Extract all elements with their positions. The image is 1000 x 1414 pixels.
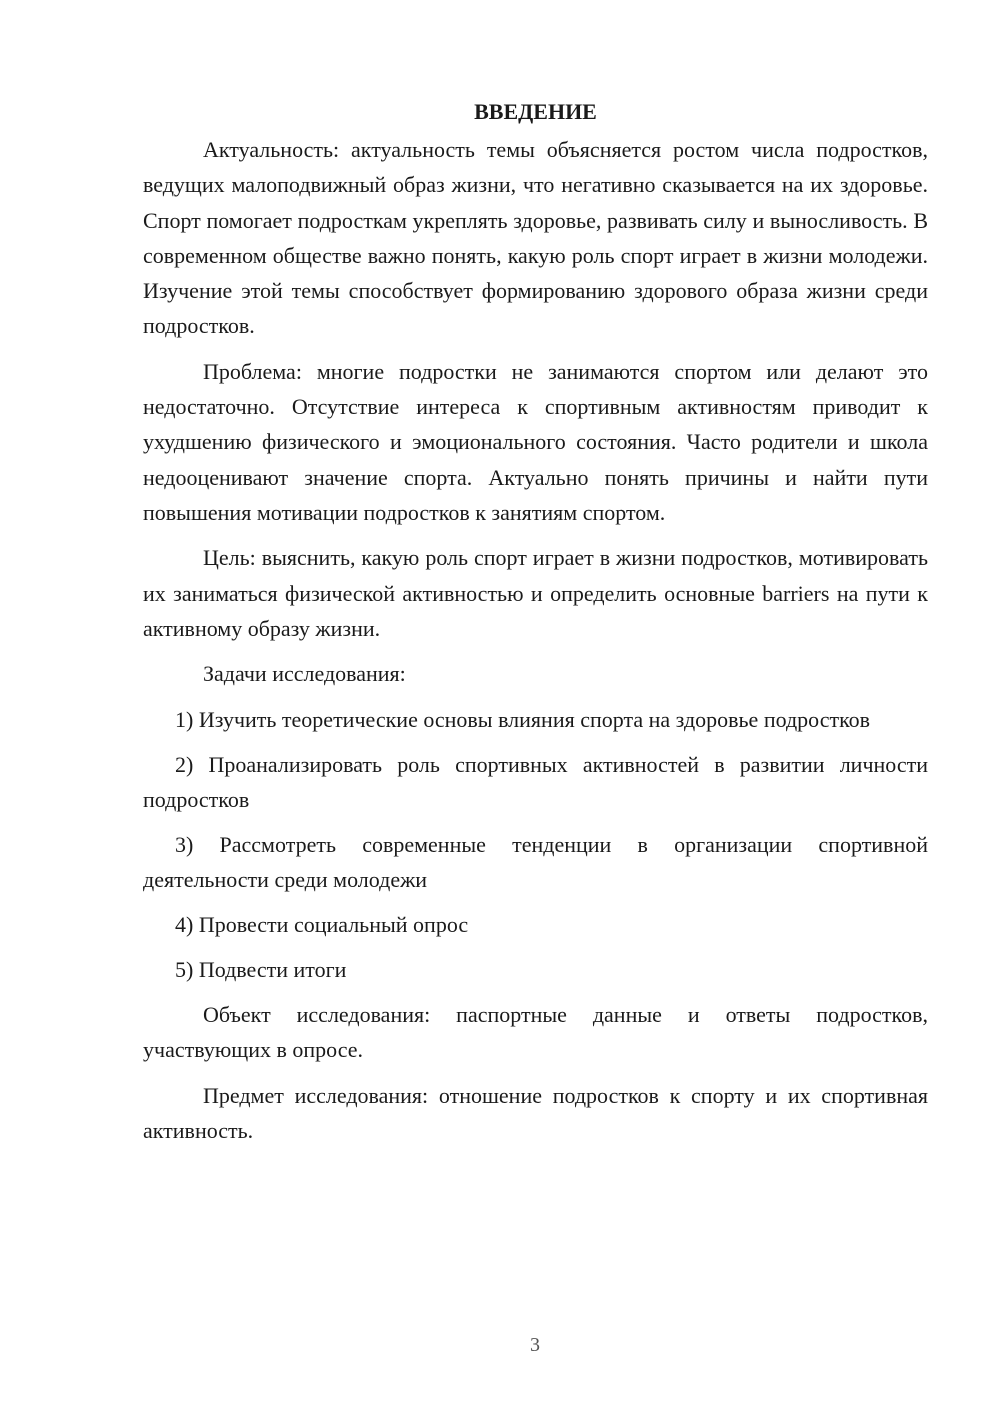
problem-paragraph: Проблема: многие подростки не занимаются спортом или делают это недостаточно. Отсутствие интереса к спортивным активностям приводит к ухудшению физического и эмоционального состояния. Часто родители и школа недооценивают значение спорта. Актуально понять причины и найти пути повышения мотивации подростков к занятиям спортом.: [143, 358, 928, 525]
task-item-3: 3) Рассмотреть современные тенденции в организации спортивной деятельности среди молодежи: [143, 832, 928, 893]
task-item-5: 5) Подвести итоги: [175, 957, 347, 983]
section-title: ВВЕДЕНИЕ: [474, 99, 597, 124]
task-item-2: 2) Проанализировать роль спортивных активностей в развитии личности подростков: [143, 752, 928, 813]
subject-paragraph: Предмет исследования: отношение подростков к спорту и их спортивная активность.: [143, 1082, 928, 1144]
task-item-1: 1) Изучить теоретические основы влияния спорта на здоровье подростков: [175, 707, 871, 733]
page-number: 3: [530, 1334, 540, 1356]
object-paragraph: Объект исследования: паспортные данные и ответы подростков, участвующих в опросе.: [143, 1002, 928, 1063]
tasks-heading: Задачи исследования:: [203, 661, 406, 687]
task-item-4: 4) Провести социальный опрос: [175, 912, 469, 938]
relevance-paragraph: Актуальность: актуальность темы объясняется ростом числа подростков, ведущих малоподвижный образ жизни, что негативно сказывается на их здоровье. Спорт помогает подросткам укреплять здоровье, развивать силу и выносливость. В современном обществе важно понять, какую роль спорт играет в жизни молодежи. Изучение этой темы способствует формированию здорового образа жизни среди подростков.: [143, 137, 928, 339]
goal-paragraph: Цель: выяснить, какую роль спорт играет в жизни подростков, мотивировать их заниматься физической активностью и определить основные barriers на пути к активному образу жизни.: [143, 545, 928, 641]
page-content: [143, 94, 928, 1148]
